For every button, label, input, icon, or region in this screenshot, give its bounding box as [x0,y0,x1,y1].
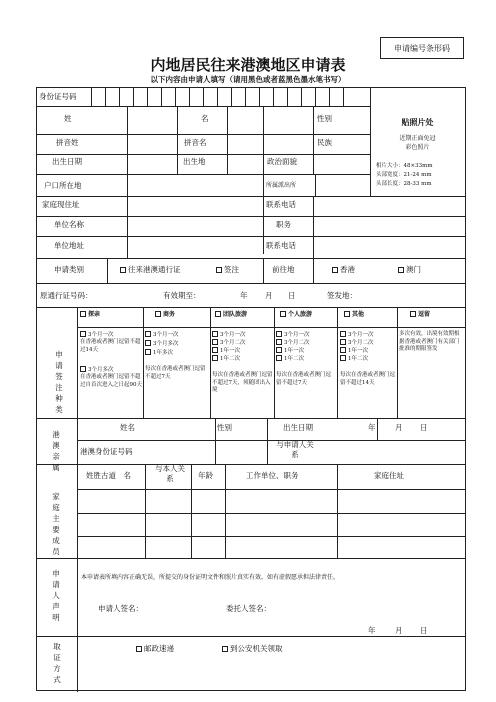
checkbox-icon [398,267,404,273]
checkbox-icon [215,311,221,317]
decl-year-label: 年 [368,626,376,635]
employer-address-label: 单位地址 [54,241,84,250]
employer-label: 单位名称 [54,220,84,229]
checkbox-icon [344,311,350,317]
endorse-individual-note: 每次在香港或者澳门逗留不超过7天 [276,372,332,386]
checkbox-icon [212,355,218,361]
endorse-group-opt1[interactable]: 3个月一次 [212,331,246,340]
declaration-label: 申请人声明 [52,569,60,622]
endorse-other-opt4[interactable]: 1年二次 [340,355,368,364]
photo-size2: 头部宽度：21-24 mm [376,172,432,178]
decl-day-label: 日 [420,626,428,635]
pickup-office-checkbox[interactable] [222,644,283,654]
endorse-business-opt2[interactable]: 3个月多次 [145,340,179,349]
checkbox-icon [145,349,151,355]
checkbox-icon [222,646,228,652]
endorse-individual-opt2[interactable]: 3个月二次 [276,339,310,348]
endorse-business-heading[interactable]: 商务 [155,311,175,319]
birth-place-label: 出生地 [183,157,206,166]
endorse-other-note: 每次在香港或者澳门逗留不超过14天 [340,372,396,386]
family-age-header: 年龄 [198,471,213,480]
dest-hk-checkbox[interactable] [332,265,355,275]
apply-type-label: 申请类别 [54,265,84,274]
applicant-sign-label: 申请人签名： [98,604,143,613]
endorse-visit-opt1[interactable]: 3个月一次 [80,331,114,340]
endorse-other-heading[interactable]: 其他 [344,311,364,319]
endorse-individual-opt4[interactable]: 1年二次 [276,355,304,364]
checkbox-icon [276,339,282,345]
given-name-label: 名 [201,114,209,123]
relative-idno-label: 港澳身份证号码 [80,447,133,456]
type-endorse-checkbox[interactable] [216,265,239,275]
endorse-visit-note1: 在香港或者澳门逗留不超过14天 [80,339,141,353]
pinyin-surname-label: 拼音姓 [56,138,79,147]
endorse-other-opt1[interactable]: 3个月一次 [340,331,374,340]
endorse-individual-opt3[interactable]: 1年一次 [276,347,304,356]
checkbox-icon [340,355,346,361]
pinyin-given-label: 拼音名 [184,138,207,147]
checkbox-icon [280,311,286,317]
relative-year-label: 年 [368,423,376,432]
position-label: 职务 [276,220,291,229]
pickup-mail-label: 邮政速递 [144,644,174,653]
photo-title: 贴照片处 [401,118,434,127]
checkbox-icon [340,331,346,337]
ethnic-label: 民族 [317,138,332,147]
endorse-stay-heading[interactable]: 逗留 [410,311,430,319]
endorse-label: 申请签注种类 [55,350,63,414]
endorse-business-opt3[interactable]: 1年多次 [145,349,173,358]
checkbox-icon [212,347,218,353]
issue-place-label: 签发地： [327,291,357,300]
endorse-stay-note: 多次有效，出境有效期根据香港或者澳门有关部门批准的期限签发 [399,331,460,352]
checkbox-icon [80,311,86,317]
endorse-group-opt2[interactable]: 3个月二次 [212,339,246,348]
valid-day-label: 日 [288,291,296,300]
endorse-other-opt2[interactable]: 3个月二次 [340,339,374,348]
family-work-header: 工作单位、职务 [246,471,299,480]
family-relation-header: 与本人关系 [155,464,185,483]
dest-mo-label: 澳门 [406,265,421,274]
decl-month-label: 月 [395,626,403,635]
relative-name-label: 姓名 [120,423,135,432]
checkbox-icon [145,340,151,346]
relative-month-label: 月 [395,423,403,432]
endorse-visit-heading[interactable]: 探亲 [80,311,100,319]
endorse-visit-opt2[interactable]: 3个月多次 [80,366,114,375]
old-permit-label: 原通行证号码： [40,291,93,300]
relative-birth-label: 出生日期 [283,423,313,432]
checkbox-icon [145,331,151,337]
declaration-text: 本申请表所填内容正确无误，所提交的身份证明文件和照片真实有效。如有虚假愿承担法律责任。 [81,574,340,581]
birth-date-label: 出生日期 [52,157,82,166]
endorse-group-opt3[interactable]: 1年一次 [212,347,240,356]
hukou-label: 户口所在地 [44,181,82,190]
photo-line2: 彩色照片 [405,144,430,151]
dest-hk-label: 香港 [340,265,355,274]
endorse-individual-heading[interactable]: 个人旅游 [280,311,312,319]
address-label: 家庭现住址 [42,200,80,209]
dest-mo-checkbox[interactable] [398,265,421,275]
checkbox-icon [120,267,126,273]
agent-sign-label: 委托人签名： [226,604,271,613]
family-label: 家庭主要成员 [52,492,60,556]
page-subtitle: 以下内容由申请人填写（请用黑色或者蓝黑色墨水笔书写） [150,75,346,84]
relative-day-label: 日 [420,423,428,432]
pickup-office-label: 到公安机关领取 [230,644,283,653]
endorse-group-tour-heading[interactable]: 团队旅游 [215,311,247,319]
valid-month-label: 月 [265,291,273,300]
pickup-label: 取证方式 [53,642,61,684]
type-endorse-label: 签注 [224,265,239,274]
checkbox-icon [276,355,282,361]
police-station-label: 所属派出所 [266,182,297,189]
page-title: 内地居民往来港澳地区申请表 [150,56,346,74]
checkbox-icon [212,331,218,337]
endorse-group-note: 每次在香港或者澳门逗留不超过7天，须随团出入境 [212,372,273,393]
phone-label: 联系电话 [266,200,296,209]
checkbox-icon [80,331,86,337]
political-label: 政治面貌 [267,157,297,166]
endorse-group-opt4[interactable]: 1年二次 [212,355,240,364]
checkbox-icon [276,347,282,353]
family-name-header: 姓胜古道 名 [86,471,131,480]
photo-size3: 头部长度：28-33 mm [376,181,432,187]
photo-line1: 近期正面免冠 [399,135,436,142]
valid-until-label: 有效期至： [163,291,201,300]
sex-label: 性别 [317,114,332,123]
endorse-business-note: 每次在香港或者澳门逗留不超过7天 [145,366,206,380]
relative-relation-label: 与申请人关 系 [276,440,322,459]
checkbox-icon [212,339,218,345]
valid-year-label: 年 [240,291,248,300]
id-no-label: 身份证号码 [39,92,77,101]
checkbox-icon [410,311,416,317]
checkbox-icon [216,267,222,273]
checkbox-icon [332,267,338,273]
surname-label: 姓 [64,114,72,123]
pickup-mail-checkbox[interactable] [136,644,174,654]
checkbox-icon [80,366,86,372]
endorse-individual-opt1[interactable]: 3个月一次 [276,331,310,340]
employer-phone-label: 联系电话 [266,241,296,250]
type-permit-label: 往来港澳通行证 [128,265,181,274]
checkbox-icon [136,646,142,652]
relative-sex-label: 性别 [217,423,232,432]
checkbox-icon [340,347,346,353]
family-address-header: 家庭住址 [374,471,404,480]
type-permit-checkbox[interactable] [120,265,181,275]
barcode-label: 申请编号条形码 [394,43,450,53]
endorse-other-opt3[interactable]: 1年一次 [340,347,368,356]
checkbox-icon [340,339,346,345]
checkbox-icon [276,331,282,337]
checkbox-icon [155,311,161,317]
relatives-label: 港澳亲属 [52,430,60,472]
endorse-visit-note2: 在香港或者澳门逗留不超过自首次进入之日起90天 [80,374,142,388]
photo-size1: 相片大小：48×33mm [376,163,433,169]
endorse-business-opt1[interactable]: 3个月一次 [145,331,179,340]
destination-label: 前往地 [272,265,295,274]
